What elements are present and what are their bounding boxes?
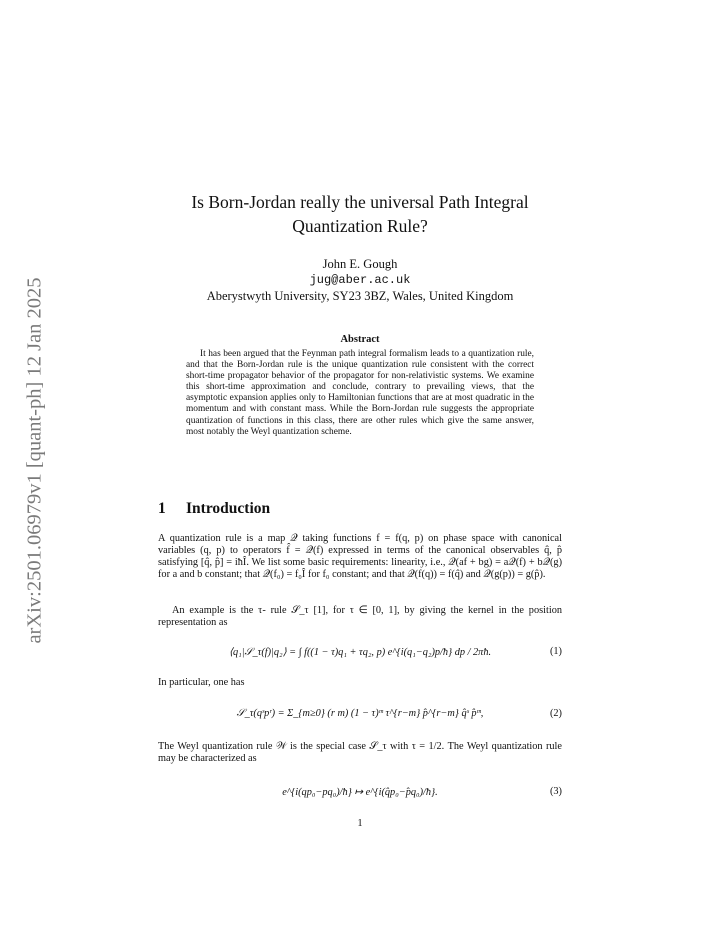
paragraph-weyl: The Weyl quantization rule 𝒲 is the special case 𝒮_τ with τ = 1/2. The Weyl quantization rule may be characterized as (158, 741, 562, 764)
equation-1-body: ⟨q₁|𝒮_τ(f)|q₂⟩ = ∫ f((1 − τ)q₁ + τq₂, p) e^{i(q₁−q₂)p/ħ} dp / 2πħ. (228, 647, 492, 658)
equation-1-label: (1) (549, 646, 562, 657)
arxiv-sidebar-stamp (22, 240, 48, 680)
section-title: Introduction (186, 500, 271, 517)
equation-3-body: e^{i(qp₀−pq₀)/ħ} ↦ e^{i(q̂p₀−p̂q₀)/ħ}. (282, 787, 438, 798)
author-affiliation: Aberystwyth University, SY23 3BZ, Wales, United Kingdom (206, 289, 514, 303)
arxiv-identifier: arXiv:2501.06979v1 [quant-ph] 12 Jan 2025 (23, 276, 46, 644)
equation-2-body: 𝒮_τ(qˢpʳ) = Σ_{m≥0} (r m) (1 − τ)ᵐ τ^{r−m} p̂^{r−m} q̂ˢ p̂ᵐ, (236, 708, 484, 719)
equation-2 (158, 702, 562, 730)
page-number: 1 (357, 818, 363, 829)
paragraph-definition: A quantization rule is a map 𝒬 taking functions f = f(q, p) on phase space with canonical variables (q, p) to operators f̂ = 𝒬(f) expressed in terms of the canonical observables q̂, p̂ satisfying [q̂, p̂] = iħÎ. We list some basic requirements: linearity, i.e., 𝒬(af + bg) = a𝒬(f) + b𝒬(g) for a and b constant; that 𝒬(f₀) = f₀Î for f₀ constant; and that 𝒬(f(q)) = f(q̂) and 𝒬(g(p)) = g(p̂). (158, 533, 562, 580)
title-line-1: Is Born-Jordan really the universal Path Integral (191, 192, 529, 212)
equation-3-label: (3) (549, 786, 562, 797)
section-heading (158, 500, 562, 518)
paragraph-in-particular: In particular, one has (158, 677, 245, 688)
equation-1 (158, 640, 562, 668)
equation-2-label: (2) (549, 708, 562, 719)
author-email: jug@aber.ac.uk (309, 273, 411, 287)
equation-3 (158, 780, 562, 808)
title-line-2: Quantization Rule? (292, 216, 428, 236)
abstract-heading: Abstract (340, 334, 380, 345)
abstract-text: It has been argued that the Feynman path integral formalism leads to a quantization rule, and that the Born-Jordan rule is the unique quantization rule consistent with the correct short-time propagator behavior of the propagator for non-relativistic systems. We examine this short-time approximation and conclude, contrary to prevailing views, that the asymptotic expansion applies only to Hamiltonian functions that are at most quadratic in the momentum and with constant mass. While the Born-Jordan rule suggests the appropriate quantization of functions in this class, there are other rules which give the same answer, most notably the Weyl quantization scheme. (186, 349, 534, 437)
section-number: 1 (158, 500, 166, 517)
paper-title (158, 190, 562, 238)
author-name: John E. Gough (322, 257, 398, 271)
paragraph-tau-rule: An example is the τ- rule 𝒮_τ [1], for τ ∈ [0, 1], by giving the kernel in the position representation as (158, 605, 562, 628)
